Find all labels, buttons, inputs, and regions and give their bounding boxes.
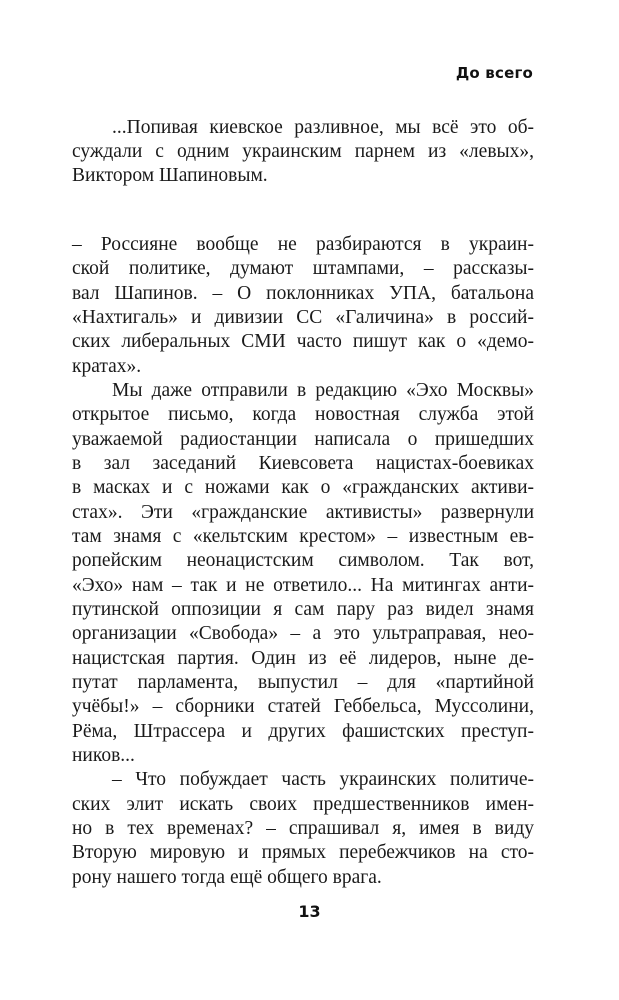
text-line: кратах». bbox=[72, 356, 142, 377]
text-line: ропейским неонацистским символом. Так вот, bbox=[72, 550, 534, 571]
page-number: 13 bbox=[298, 902, 321, 921]
text-line: Рёма, Штрассера и других фашистских преступ- bbox=[72, 721, 534, 742]
text-line: путинской оппозиции я сам пару раз видел знамя bbox=[72, 599, 534, 620]
text-line: организации «Свобода» – а это ультраправая, нео- bbox=[72, 623, 534, 644]
running-head: До всего bbox=[455, 64, 533, 82]
text-line: – Россияне вообще не разбираются в украин- bbox=[72, 234, 534, 255]
text-line: «Нахтигаль» и дивизии СС «Галичина» в россий- bbox=[72, 307, 534, 328]
text-line: Мы даже отправили в редакцию «Эхо Москвы» bbox=[112, 380, 534, 401]
text-line: учёбы!» – сборники статей Геббельса, Муссолини, bbox=[72, 696, 534, 717]
text-line: в зал заседаний Киевсовета нацистах-боевиках bbox=[72, 453, 534, 474]
text-line: там знамя с «кельтским крестом» – известным ев- bbox=[72, 526, 534, 547]
text-line: но в тех временах? – спрашивал я, имея в виду bbox=[72, 818, 534, 839]
text-line: ских элит искать своих предшественников имен- bbox=[72, 794, 534, 815]
text-line: «Эхо» нам – так и не ответило... На митингах анти- bbox=[72, 575, 534, 596]
text-line: ...Попивая киевское разливное, мы всё это об- bbox=[112, 117, 534, 138]
text-line: Вторую мировую и прямых перебежчиков на сто- bbox=[72, 842, 534, 863]
text-line: ской политике, думают штампами, – рассказы- bbox=[72, 258, 534, 279]
text-line: путат парламента, выпустил – для «партийной bbox=[72, 672, 534, 693]
text-line: стах». Эти «гражданские активисты» развернули bbox=[72, 502, 534, 523]
text-line: уважаемой радиостанции написала о пришедших bbox=[72, 429, 534, 450]
text-line: ников... bbox=[72, 745, 135, 766]
text-line: нацистская партия. Один из её лидеров, ныне де- bbox=[72, 648, 534, 669]
text-line: ских либеральных СМИ часто пишут как о «демо- bbox=[72, 331, 534, 352]
text-line: рону нашего тогда ещё общего врага. bbox=[72, 867, 382, 888]
text-line: Виктором Шапиновым. bbox=[72, 165, 268, 186]
text-line: открытое письмо, когда новостная служба этой bbox=[72, 404, 534, 425]
text-line: в масках и с ножами как о «гражданских активи- bbox=[72, 477, 534, 498]
text-line: вал Шапинов. – О поклонниках УПА, батальона bbox=[72, 283, 534, 304]
text-line: суждали с одним украинским парнем из «левых», bbox=[72, 141, 534, 162]
text-line: – Что побуждает часть украинских политиче- bbox=[112, 769, 534, 790]
